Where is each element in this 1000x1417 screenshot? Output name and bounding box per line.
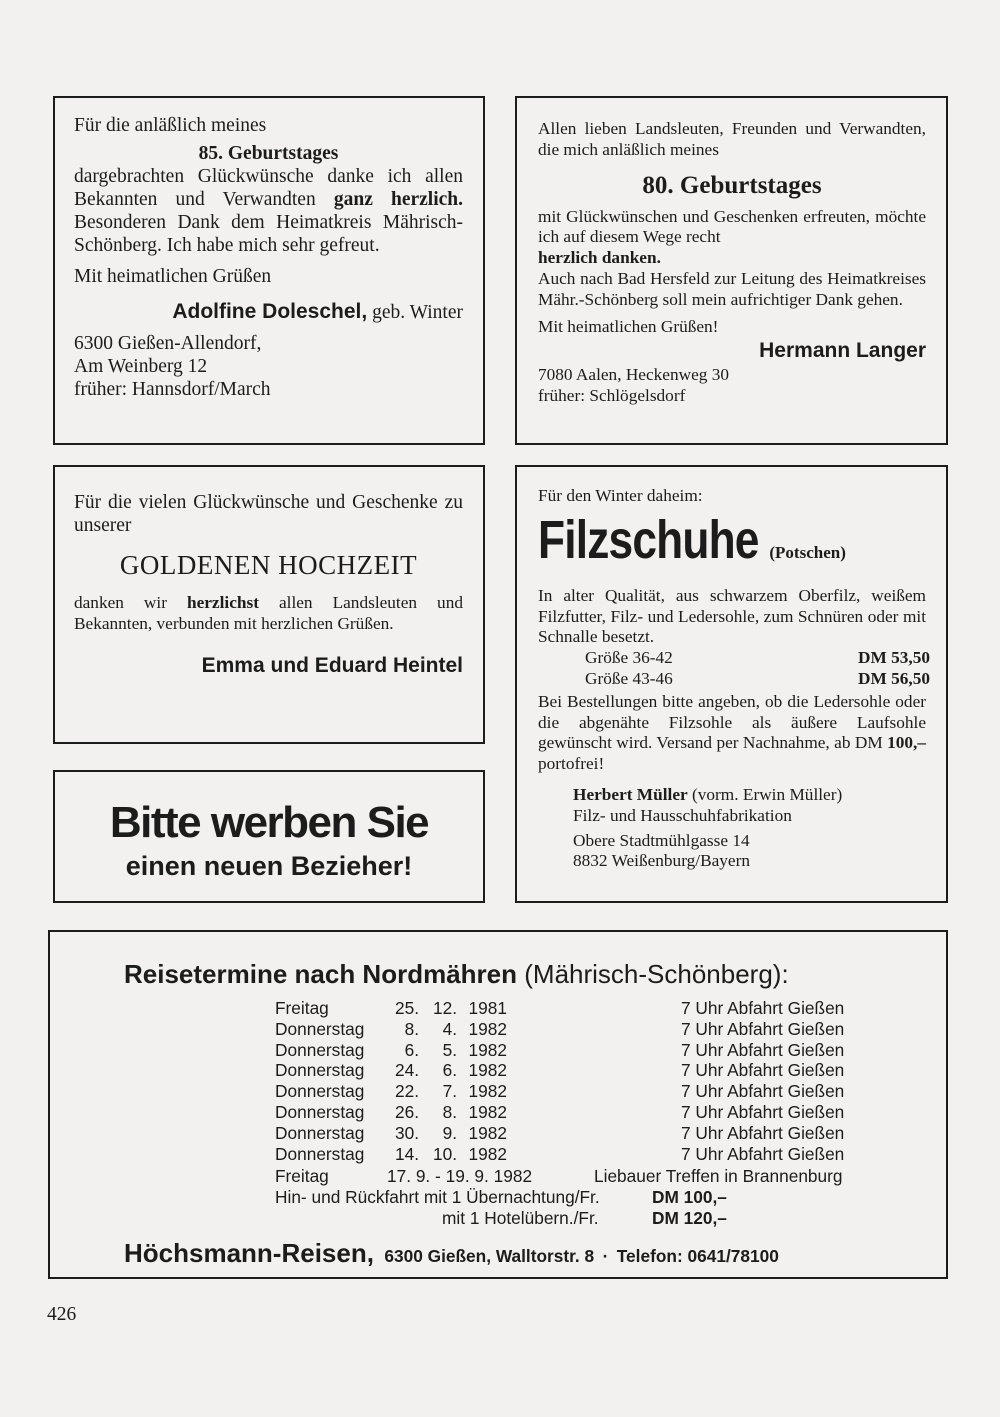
schedule-d: 25. — [394, 998, 419, 1018]
schedule-info: 7 Uhr Abfahrt Gießen — [681, 1039, 845, 1060]
schedule-d: 24. — [394, 1060, 419, 1081]
schedule-day: Donnerstag — [275, 1081, 365, 1102]
schedule-y: 1982 — [468, 1143, 507, 1164]
description: In alter Qualität, aus schwarzem Oberfilz, weißem Filzfutter, Filz- und Ledersohle, zum Schnüren oder mit Schnalle besetzt. — [538, 585, 926, 647]
schedule-m: 12. — [432, 998, 457, 1018]
company-line — [124, 1238, 779, 1273]
schedule-y: 1982 — [468, 1101, 507, 1122]
schedule-info: 7 Uhr Abfahrt Gießen — [681, 1101, 845, 1122]
price-row — [585, 648, 930, 669]
address-line: früher: Hannsdorf/March — [74, 379, 271, 400]
schedule-info: 7 Uhr Abfahrt Gießen — [681, 1060, 845, 1081]
price-table — [585, 648, 930, 690]
body-text: danken wir herzlichst allen Landsleuten und Bekannten, verbunden mit herzlichen Grüßen. — [74, 593, 463, 633]
schedule-day: Freitag — [275, 998, 329, 1018]
seller-line: Filz- und Hausschuhfabrikation — [573, 805, 792, 825]
subline: einen neuen Bezieher! — [125, 851, 413, 881]
schedule-y: 1982 — [468, 1039, 507, 1060]
occasion: GOLDENEN HOCHZEIT — [119, 550, 418, 580]
schedule-row — [275, 998, 844, 1019]
address-line: früher: Schlögelsdorf — [538, 386, 686, 406]
schedule-info: 7 Uhr Abfahrt Gießen — [681, 1018, 845, 1039]
schedule-m: 4. — [442, 1018, 457, 1039]
intro: Für den Winter daheim: — [538, 486, 703, 505]
travel-title: Reisetermine nach Nordmähren (Mährisch-Schönberg): — [124, 959, 789, 989]
special-trip-info: Liebauer Treffen in Brannenburg — [594, 1166, 843, 1186]
seller — [573, 785, 926, 806]
price-row — [585, 669, 930, 690]
product-heading — [538, 509, 926, 584]
schedule-table — [275, 998, 844, 1164]
price-line: Hin- und Rückfahrt mit 1 Übernachtung/Fr. — [275, 1187, 600, 1207]
schedule-m: 10. — [432, 1143, 457, 1164]
page-number: 426 — [47, 1304, 77, 1325]
schedule-m: 9. — [442, 1122, 457, 1143]
price-value: DM 120,– — [652, 1208, 727, 1228]
ad-birthday-85 — [53, 96, 485, 445]
greeting: Mit heimatlichen Grüßen — [74, 266, 272, 287]
body-text: dargebrachten Glückwünsche danke ich allen Bekannten und Verwandten ganz herzlich. Besonderen Dank dem Heimatkreis Mährisch-Schönberg. Ich habe mich sehr gefreut. — [74, 166, 464, 256]
schedule-d: 22. — [394, 1081, 419, 1102]
schedule-row — [275, 1081, 844, 1102]
company-phone: Telefon: 0641/78100 — [616, 1246, 779, 1266]
intro: Für die anläßlich meines — [74, 115, 267, 136]
schedule-row — [275, 1060, 844, 1081]
schedule-row — [275, 1019, 844, 1040]
size: Größe 43-46 — [585, 668, 673, 688]
company-name: Höchsmann-Reisen, — [124, 1238, 374, 1268]
name-suffix: geb. Winter — [372, 302, 463, 323]
schedule-info: 7 Uhr Abfahrt Gießen — [681, 1143, 845, 1164]
separator: · — [602, 1246, 609, 1266]
price-value: DM 100,– — [652, 1187, 727, 1207]
price-line: mit 1 Hotelübern./Fr. — [442, 1208, 599, 1228]
product: Filzschuhe — [538, 509, 759, 570]
schedule-day: Donnerstag — [275, 1122, 365, 1143]
schedule-day: Donnerstag — [275, 1039, 365, 1060]
schedule-m: 7. — [442, 1081, 457, 1102]
signature — [74, 298, 463, 326]
schedule-row — [275, 1144, 844, 1165]
price: DM 56,50 — [858, 668, 930, 688]
schedule-row — [275, 1123, 844, 1144]
address-line: Obere Stadtmühlgasse 14 — [573, 830, 750, 850]
product-note: (Potschen) — [769, 542, 846, 562]
schedule-d: 30. — [394, 1122, 419, 1143]
schedule-d: 8. — [404, 1018, 419, 1039]
schedule-info: 7 Uhr Abfahrt Gießen — [681, 1122, 845, 1143]
schedule-y: 1982 — [468, 1081, 507, 1102]
schedule-day: Donnerstag — [275, 1143, 365, 1164]
schedule-y: 1982 — [468, 1122, 507, 1143]
intro: Allen lieben Landsleuten, Freunden und Verwandten, die mich anläßlich meines — [538, 119, 926, 159]
address-line: Am Weinberg 12 — [74, 356, 208, 377]
occasion: 85. Geburtstages — [198, 143, 339, 164]
schedule-row — [275, 1102, 844, 1123]
price: DM 53,50 — [858, 648, 930, 668]
body-text: mit Glückwünschen und Geschenken erfreuten, möchte ich auf diesem Wege recht herzlich danken. Auch nach Bad Hersfeld zur Leitung des Heimatkreises Mähr.-Schönberg soll mein aufrichtiger Dank gehen. — [538, 206, 926, 309]
schedule-d: 6. — [404, 1039, 419, 1060]
seller-name: Herbert Müller — [573, 784, 688, 804]
greeting: Mit heimatlichen Grüßen! — [538, 316, 719, 336]
ad-travel — [48, 930, 948, 1279]
schedule-row — [275, 1040, 844, 1061]
schedule-day: Donnerstag — [275, 1018, 365, 1039]
name: Hermann Langer — [759, 339, 926, 363]
headline: Bitte werben Sie — [109, 798, 429, 847]
company-address: 6300 Gießen, Walltorstr. 8 — [384, 1246, 595, 1266]
address-line: 6300 Gießen-Allendorf, — [74, 333, 262, 354]
schedule-d: 14. — [394, 1143, 419, 1164]
name: Emma und Eduard Heintel — [201, 653, 463, 677]
schedule-m: 8. — [442, 1101, 457, 1122]
special-trip-day: Freitag — [275, 1166, 329, 1186]
ad-birthday-80 — [515, 96, 948, 445]
special-trip-dates: 17. 9. - 19. 9. 1982 — [387, 1166, 533, 1186]
schedule-y: 1981 — [468, 998, 507, 1018]
occasion: 80. Geburtstages — [642, 171, 822, 199]
schedule-m: 6. — [442, 1060, 457, 1081]
schedule-info: 7 Uhr Abfahrt Gießen — [681, 998, 845, 1018]
address-line: 8832 Weißenburg/Bayern — [573, 851, 750, 871]
name: Adolfine Doleschel, — [172, 300, 368, 323]
order-note: Bei Bestellungen bitte angeben, ob die Ledersohle oder die abgenähte Filzsohle als äußere Laufsohle gewünscht wird. Versand per Nachnahme, ab DM 100,– portofrei! — [538, 691, 927, 774]
size: Größe 36-42 — [585, 648, 673, 668]
address-line: 7080 Aalen, Heckenweg 30 — [538, 365, 729, 385]
schedule-y: 1982 — [468, 1018, 507, 1039]
schedule-m: 5. — [442, 1039, 457, 1060]
seller-block — [573, 785, 926, 872]
schedule-y: 1982 — [468, 1060, 507, 1081]
schedule-day: Donnerstag — [275, 1101, 365, 1122]
schedule-d: 26. — [394, 1101, 419, 1122]
ad-subscriber — [53, 770, 485, 903]
schedule-info: 7 Uhr Abfahrt Gießen — [681, 1081, 845, 1102]
ad-felt-shoes — [515, 465, 948, 903]
schedule-day: Donnerstag — [275, 1060, 365, 1081]
ad-golden-wedding — [53, 465, 485, 744]
intro: Für die vielen Glückwünsche und Geschenke zu unserer — [74, 492, 463, 536]
seller-note: (vorm. Erwin Müller) — [692, 784, 843, 804]
